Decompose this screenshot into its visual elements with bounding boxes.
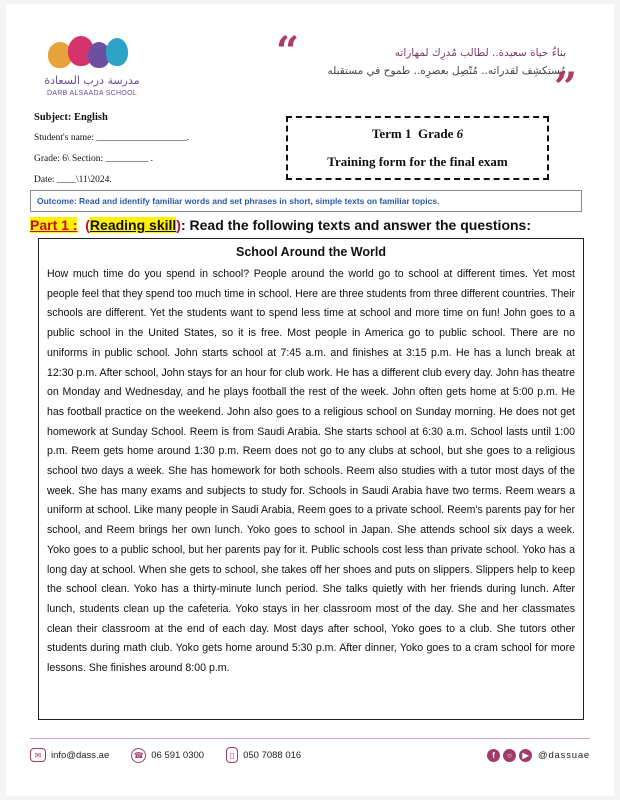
phone-icon: ☎ xyxy=(131,748,146,763)
social-links xyxy=(487,749,590,762)
mobile-contact[interactable] xyxy=(226,747,301,763)
exam-title: Training form for the final exam xyxy=(327,154,508,169)
instagram-icon[interactable]: ○ xyxy=(503,749,516,762)
term-grade-line xyxy=(288,126,547,142)
reading-passage: How much time do you spend in school? People around the world go to school at different times. Yet most people feel that they spend too much time in school. Here are three students from three different countries. Their schools are different. Yet the students want to spend less time at school and more time on fun! John goes to a public school in the United States, so it is free. Most people in America go to public school. There are no uniforms in public school. John starts school at 7:45 a.m. and finishes at 3:15 p.m. He has a lunch break at 12:30 p.m. After school, John stays for an hour for club work. He has a different club every day. John has theatre on Monday and Wednesday, and he plays football the rest of the week. John often gets home at 5:00 p.m. He has football practice on the weekend. John also goes to a religious school on Sunday morning. He does not get homework at Sunday School. Reem is from Saudi Arabia. She starts school at 6:30 a.m. School lasts until 1:00 p.m. Reem gets home around 1:30 p.m. Reem does not go to any clubs at school, but she goes to a religious school two days a week. She has homework for both schools. Reem also studies with a tutor most days of the week. She has many exams and subjects to study for. Schools in Saudi Arabia have two terms. Reem wears a uniform at school. Like many people in Saudi Arabia, Reem goes to a private school. Reem's parents pay for her school, and Reem brings her own lunch. Yoko goes to school in Japan. She attends school six days a week. Yoko goes to a public school, but her parents pay for it. Public schools cost less than private school. Yoko has a long day at school. When she gets to school, she takes off her shoes and puts on slippers. Slippers help to keep the school clean. Yoko has a thirty-minute lunch period. She talks quietly with her friends during lunch. After lunch, students clean up the cafeteria. Yoko stays in her classroom most of the day. She and her classmates clean their classroom at the end of each day. Most days after school, Yoko goes to a club. She tutors other students during math club. Yoko gets home around 5:30 p.m. After dinner, Yoko goes to a cram school for more lessons. She finishes around 8:00 p.m. xyxy=(47,268,575,675)
term-label: Term 1 xyxy=(371,126,412,141)
date-field: Date: ____\11\2024. xyxy=(34,175,112,185)
skill-label: Reading skill xyxy=(89,217,177,233)
logo-arabic-text: مدرسة درب السعادة xyxy=(44,74,140,87)
footer-divider xyxy=(30,738,590,739)
learning-outcome: Outcome: Read and identify familiar words and set phrases in short, simple texts on familiar topics. xyxy=(30,190,582,212)
logo-shapes xyxy=(42,34,142,70)
youtube-icon[interactable]: ▶ xyxy=(519,749,532,762)
email-text: info@dass.ae xyxy=(51,749,110,761)
part-heading: Part 1 : (Reading skill): Read the following texts and answer the questions: xyxy=(30,217,531,233)
envelope-icon: ✉ xyxy=(30,748,46,762)
reading-passage-box xyxy=(38,238,584,720)
mobile-phone-icon: ▯ xyxy=(226,747,238,763)
motto-line-2: مُستكشِف لقدراته.. مُتّصِل بعصرِه.. طموح في مستقبله xyxy=(327,65,566,77)
subject-label: Subject: English xyxy=(34,112,108,123)
student-info xyxy=(34,112,189,196)
quote-open-icon: “ xyxy=(276,28,300,75)
email-contact[interactable] xyxy=(30,748,109,762)
mobile-text: 050 7088 016 xyxy=(243,749,302,761)
phone-contact[interactable] xyxy=(131,748,204,763)
part-label: Part 1 : xyxy=(30,217,78,233)
quote-close-icon: ” xyxy=(554,64,578,111)
part-instruction: : Read the following texts and answer the questions: xyxy=(180,217,531,233)
worksheet-page xyxy=(6,4,614,796)
school-logo xyxy=(42,34,142,104)
grade-number: 6 xyxy=(456,126,464,141)
contact-footer xyxy=(30,744,590,766)
facebook-icon[interactable]: f xyxy=(487,749,500,762)
reading-title: School Around the World xyxy=(236,245,386,259)
exam-title-box xyxy=(286,116,549,180)
logo-english-text: DARB ALSAADA SCHOOL xyxy=(46,90,138,97)
student-name-field: Student's name: ___________________. xyxy=(34,133,190,143)
school-motto xyxy=(326,44,566,80)
grade-section-field: Grade: 6\ Section: _________ . xyxy=(34,154,153,164)
phone-text: 06 591 0300 xyxy=(151,749,205,761)
grade-label: Grade xyxy=(417,126,454,141)
social-handle: @dassuae xyxy=(538,749,590,761)
motto-line-1: بناءُ حياة سعيدة.. لطالب مُدرِك لمهاراته xyxy=(394,47,566,59)
